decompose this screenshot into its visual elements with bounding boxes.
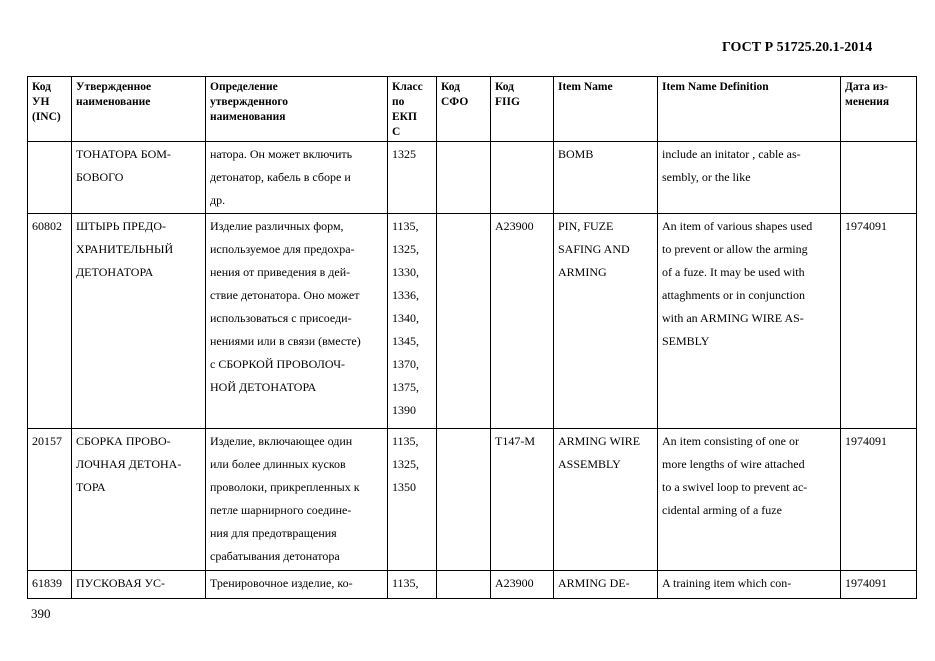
cell-date: 1974091 [841, 429, 917, 571]
cell-approved-name: ПУСКОВАЯ УС- [72, 571, 206, 599]
cell-sfo [437, 214, 491, 429]
cell-inc: 20157 [28, 429, 72, 571]
col-header-sfo: Код СФО [437, 77, 491, 142]
cell-item-definition: An item consisting of one or more lengths of wire attached to a swivel loop to prevent ac- cidental arming of a fuze [658, 429, 841, 571]
cell-item-name: BOMB [554, 142, 658, 214]
cell-fiig: A23900 [491, 214, 554, 429]
cell-item-definition: A training item which con- [658, 571, 841, 599]
table-row [28, 571, 917, 599]
cell-class: 1135, 1325, 1350 [388, 429, 437, 571]
table-row [28, 214, 917, 429]
cell-definition: Изделие различных форм, используемое для предохра- нения от приведения в дей- ствие детонатора. Оно может использоваться с присоеди- нениями или в связи (вместе) с СБОРКОЙ ПРОВОЛОЧ- НОЙ ДЕТОНАТОРА [206, 214, 388, 429]
col-header-item-definition: Item Name Definition [658, 77, 841, 142]
cell-fiig: A23900 [491, 571, 554, 599]
cell-definition: натора. Он может включить детонатор, кабель в сборе и др. [206, 142, 388, 214]
cell-definition: Тренировочное изделие, ко- [206, 571, 388, 599]
col-header-fiig: Код FIIG [491, 77, 554, 142]
col-header-item-name: Item Name [554, 77, 658, 142]
cell-date: 1974091 [841, 571, 917, 599]
cell-sfo [437, 429, 491, 571]
cell-approved-name: ТОНАТОРА БОМ- БОВОГО [72, 142, 206, 214]
cell-class: 1325 [388, 142, 437, 214]
cell-definition: Изделие, включающее один или более длинных кусков проволоки, прикрепленных к петле шарнирного соедине- ния для предотвращения срабатывания детонатора [206, 429, 388, 571]
cell-class: 1135, [388, 571, 437, 599]
cell-item-name: ARMING DE- [554, 571, 658, 599]
page-number: 390 [31, 606, 51, 621]
cell-class: 1135, 1325, 1330, 1336, 1340, 1345, 1370, 1375, 1390 [388, 214, 437, 429]
col-header-inc: Код УН (INC) [28, 77, 72, 142]
table-row [28, 142, 917, 214]
cell-inc: 60802 [28, 214, 72, 429]
col-header-definition: Определение утвержденного наименования [206, 77, 388, 142]
cell-fiig: T147-M [491, 429, 554, 571]
cell-sfo [437, 142, 491, 214]
cell-item-definition: An item of various shapes used to prevent or allow the arming of a fuze. It may be used with attaghments or in conjunction with an ARMING WIRE AS- SEMBLY [658, 214, 841, 429]
cell-item-name: PIN, FUZE SAFING AND ARMING [554, 214, 658, 429]
table-header-row [28, 77, 917, 142]
col-header-class: Класс по ЕКП С [388, 77, 437, 142]
cell-approved-name: ШТЫРЬ ПРЕДО- ХРАНИТЕЛЬНЫЙ ДЕТОНАТОРА [72, 214, 206, 429]
cell-inc: 61839 [28, 571, 72, 599]
col-header-approved-name: Утвержденное наименование [72, 77, 206, 142]
cell-item-definition: include an initator , cable as- sembly, or the like [658, 142, 841, 214]
cell-approved-name: СБОРКА ПРОВО- ЛОЧНАЯ ДЕТОНА- ТОРА [72, 429, 206, 571]
cell-fiig [491, 142, 554, 214]
cell-item-name: ARMING WIRE ASSEMBLY [554, 429, 658, 571]
nomenclature-table [27, 76, 917, 599]
cell-sfo [437, 571, 491, 599]
col-header-date: Дата из- менения [841, 77, 917, 142]
cell-date: 1974091 [841, 214, 917, 429]
table-row [28, 429, 917, 571]
standard-code: ГОСТ Р 51725.20.1-2014 [722, 40, 873, 55]
cell-inc [28, 142, 72, 214]
cell-date [841, 142, 917, 214]
